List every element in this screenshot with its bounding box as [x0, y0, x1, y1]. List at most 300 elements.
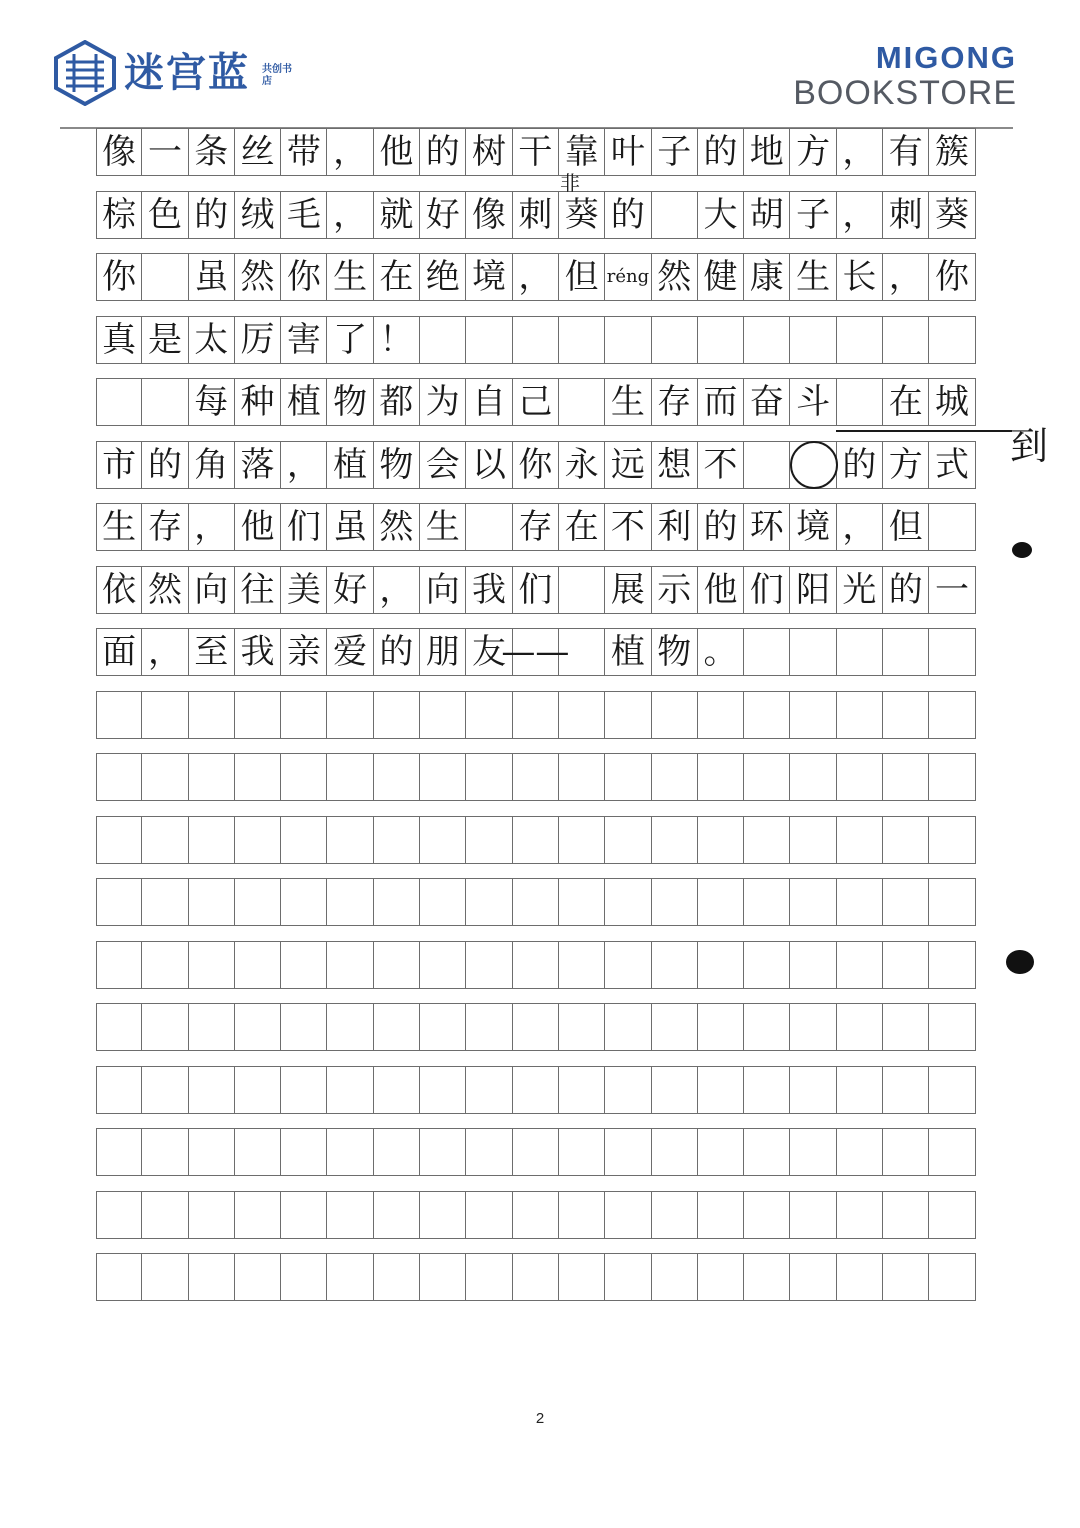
grid-cell: 会: [420, 442, 466, 488]
grid-cell: 境: [790, 504, 836, 550]
grid-cell: 一: [929, 567, 975, 613]
grid-row: [96, 691, 976, 739]
grid-cell: [327, 1004, 373, 1050]
grid-cell: 丝: [235, 129, 281, 175]
grid-cell: 地: [744, 129, 790, 175]
grid-cell: [96, 1192, 142, 1238]
grid-row: [96, 1253, 976, 1301]
grid-cell: 在: [559, 504, 605, 550]
grid-cell: [189, 692, 235, 738]
grid-cell: 你: [513, 442, 559, 488]
grid-cell: [559, 817, 605, 863]
grid-cell: [744, 692, 790, 738]
grid-cell: 绒: [235, 192, 281, 238]
grid-cell: [605, 754, 651, 800]
grid-cell: [698, 1004, 744, 1050]
grid-cell: [698, 942, 744, 988]
grid-row: [96, 628, 976, 676]
correction-note-dao: 到: [1010, 424, 1049, 468]
grid-cell: [235, 817, 281, 863]
grid-cell: [790, 942, 836, 988]
grid-cell: [883, 1004, 929, 1050]
grid-cell: [744, 754, 790, 800]
grid-cell: [929, 1129, 975, 1175]
grid-cell: 不: [605, 504, 651, 550]
grid-cell: [96, 754, 142, 800]
grid-cell: 虽: [189, 254, 235, 300]
grid-cell: 示: [652, 567, 698, 613]
grid-cell: [142, 1067, 188, 1113]
grid-cell: [420, 317, 466, 363]
grid-cell: [466, 817, 512, 863]
grid-cell: 生: [96, 504, 142, 550]
grid-cell: [698, 754, 744, 800]
grid-cell: 健: [698, 254, 744, 300]
grid-cell: [374, 817, 420, 863]
grid-cell: 毛: [281, 192, 327, 238]
grid-cell: [837, 629, 883, 675]
grid-cell: [374, 1192, 420, 1238]
grid-cell: [513, 1192, 559, 1238]
grid-cell: [466, 1129, 512, 1175]
grid-cell: [883, 879, 929, 925]
grid-cell: 们: [744, 567, 790, 613]
grid-cell: [883, 692, 929, 738]
grid-cell: [96, 379, 142, 425]
grid-cell: 像: [466, 192, 512, 238]
grid-cell: [420, 754, 466, 800]
grid-cell: 境: [466, 254, 512, 300]
grid-cell: 然: [374, 504, 420, 550]
grid-cell: [327, 1192, 373, 1238]
grid-cell: [837, 692, 883, 738]
grid-cell: 厉: [235, 317, 281, 363]
grid-cell: 市: [96, 442, 142, 488]
grid-cell: [559, 692, 605, 738]
grid-cell: [466, 1004, 512, 1050]
grid-cell: [790, 629, 836, 675]
grid-cell: [420, 879, 466, 925]
grid-cell: [420, 1192, 466, 1238]
grid-cell: 们: [281, 504, 327, 550]
grid-cell: 以: [466, 442, 512, 488]
grid-cell: ，: [837, 504, 883, 550]
grid-cell: [698, 317, 744, 363]
grid-cell: 的: [698, 129, 744, 175]
grid-cell: 而: [698, 379, 744, 425]
grid-cell: 向: [420, 567, 466, 613]
grid-cell: 角: [189, 442, 235, 488]
grid-cell: 自: [466, 379, 512, 425]
grid-cell: [744, 1129, 790, 1175]
grid-cell: [327, 1254, 373, 1300]
grid-cell: [466, 692, 512, 738]
grid-cell: 的: [189, 192, 235, 238]
grid-cell: [837, 942, 883, 988]
grid-cell: [513, 1004, 559, 1050]
grid-cell: [605, 1192, 651, 1238]
grid-cell: [189, 754, 235, 800]
grid-cell: [513, 942, 559, 988]
grid-cell: 但: [559, 254, 605, 300]
grid-cell: [281, 1192, 327, 1238]
grid-cell: [698, 1067, 744, 1113]
grid-cell: [559, 1004, 605, 1050]
grid-cell: 有: [883, 129, 929, 175]
grid-cell: 爱: [327, 629, 373, 675]
grid-cell: [605, 317, 651, 363]
grid-row: [96, 941, 976, 989]
grid-cell: [374, 692, 420, 738]
grid-cell: 植: [281, 379, 327, 425]
grid-cell: [420, 1004, 466, 1050]
grid-cell: [513, 692, 559, 738]
grid-cell: 在: [883, 379, 929, 425]
grid-cell: [281, 1129, 327, 1175]
grid-cell: 色: [142, 192, 188, 238]
grid-cell: [929, 1004, 975, 1050]
correction-circle: [790, 441, 838, 489]
page-header: [0, 0, 1080, 135]
grid-cell: [837, 754, 883, 800]
grid-cell: [559, 567, 605, 613]
grid-cell: [929, 817, 975, 863]
grid-cell: [374, 1004, 420, 1050]
grid-cell: [837, 317, 883, 363]
grid-cell: 落: [235, 442, 281, 488]
grid-cell: [605, 692, 651, 738]
grid-cell: [883, 1254, 929, 1300]
grid-cell: [189, 942, 235, 988]
grid-cell: [605, 1004, 651, 1050]
logo-chinese-name: 迷宫蓝: [124, 50, 250, 96]
grid-cell: [513, 317, 559, 363]
grid-row: [96, 503, 976, 551]
grid-cell: 了: [327, 317, 373, 363]
grid-cell: [189, 1004, 235, 1050]
grid-cell: 。: [698, 629, 744, 675]
grid-cell: [420, 692, 466, 738]
grid-cell: 往: [235, 567, 281, 613]
grid-cell: 害: [281, 317, 327, 363]
grid-cell: [420, 817, 466, 863]
grid-cell: 绝: [420, 254, 466, 300]
grid-cell: 展: [605, 567, 651, 613]
grid-row: [96, 1128, 976, 1176]
grid-cell: [837, 1254, 883, 1300]
grid-cell: [929, 1192, 975, 1238]
grid-cell: 不: [698, 442, 744, 488]
grid-cell: ！: [374, 317, 420, 363]
grid-cell: [929, 942, 975, 988]
grid-cell: [929, 754, 975, 800]
grid-cell: [652, 692, 698, 738]
grid-cell: [929, 879, 975, 925]
grid-cell: [790, 692, 836, 738]
grid-cell: [96, 1067, 142, 1113]
grid-row: [96, 566, 976, 614]
grid-cell: 刺: [513, 192, 559, 238]
grid-cell: 然: [235, 254, 281, 300]
grid-cell: [235, 1004, 281, 1050]
grid-cell: 在: [374, 254, 420, 300]
grid-cell: [96, 1254, 142, 1300]
grid-cell: [837, 879, 883, 925]
grid-cell: 他: [374, 129, 420, 175]
grid-cell: [559, 317, 605, 363]
grid-cell: 存: [652, 379, 698, 425]
grid-cell: 面: [96, 629, 142, 675]
grid-cell: [235, 1254, 281, 1300]
grid-cell: [142, 692, 188, 738]
grid-cell: [420, 942, 466, 988]
grid-cell: 条: [189, 129, 235, 175]
grid-cell: [883, 1192, 929, 1238]
grid-cell: [235, 692, 281, 738]
grid-cell: [559, 1192, 605, 1238]
grid-cell: 物: [327, 379, 373, 425]
grid-cell: [281, 1254, 327, 1300]
grid-cell: [420, 1067, 466, 1113]
grid-cell: [513, 879, 559, 925]
grid-cell: 植: [327, 442, 373, 488]
grid-cell: [790, 817, 836, 863]
grid-cell: [837, 1004, 883, 1050]
grid-row: [96, 1191, 976, 1239]
grid-cell: [744, 1004, 790, 1050]
grid-cell: [744, 629, 790, 675]
grid-cell: [790, 1192, 836, 1238]
grid-cell: [142, 254, 188, 300]
grid-cell: 的: [142, 442, 188, 488]
grid-cell: ，: [142, 629, 188, 675]
grid-cell: 都: [374, 379, 420, 425]
grid-cell: [235, 879, 281, 925]
grid-cell: 永: [559, 442, 605, 488]
grid-row: [96, 378, 976, 426]
grid-cell: [96, 879, 142, 925]
migong-logo-icon: [54, 40, 116, 106]
grid-cell: 康: [744, 254, 790, 300]
grid-cell: 想: [652, 442, 698, 488]
grid-cell: 像: [96, 129, 142, 175]
grid-cell: [327, 1067, 373, 1113]
grid-cell: [96, 1129, 142, 1175]
grid-cell: 你: [281, 254, 327, 300]
grid-cell: 我: [466, 567, 512, 613]
grid-cell: 带: [281, 129, 327, 175]
grid-cell: 就: [374, 192, 420, 238]
grid-cell: 干: [513, 129, 559, 175]
grid-cell: [790, 879, 836, 925]
grid-cell: [466, 1192, 512, 1238]
grid-cell: réng: [605, 254, 651, 300]
grid-cell: 然: [142, 567, 188, 613]
grid-cell: [96, 692, 142, 738]
grid-cell: [837, 1067, 883, 1113]
grid-cell: [374, 879, 420, 925]
grid-cell: 城: [929, 379, 975, 425]
grid-cell: [744, 1192, 790, 1238]
grid-cell: [281, 1067, 327, 1113]
grid-cell: 环: [744, 504, 790, 550]
grid-cell: 存: [513, 504, 559, 550]
grid-cell: [142, 1004, 188, 1050]
grid-cell: [605, 879, 651, 925]
grid-cell: [790, 1129, 836, 1175]
grid-cell: 存: [142, 504, 188, 550]
brand-name-top: MIGONG: [875, 40, 1017, 75]
grid-cell: 好: [420, 192, 466, 238]
grid-cell: [281, 817, 327, 863]
grid-cell: [559, 1129, 605, 1175]
grid-cell: [281, 692, 327, 738]
grid-cell: [466, 1254, 512, 1300]
grid-cell: [374, 942, 420, 988]
grid-cell: 子: [652, 129, 698, 175]
grid-cell: [559, 1254, 605, 1300]
grid-cell: [281, 754, 327, 800]
grid-cell: [96, 1004, 142, 1050]
grid-row: [96, 316, 976, 364]
grid-cell: 你: [929, 254, 975, 300]
grid-cell: 虽: [327, 504, 373, 550]
grid-cell: 式: [929, 442, 975, 488]
grid-cell: [744, 317, 790, 363]
grid-cell: [559, 754, 605, 800]
grid-cell: 的: [883, 567, 929, 613]
grid-cell: [96, 817, 142, 863]
grid-cell: [142, 1129, 188, 1175]
grid-cell: 们: [513, 567, 559, 613]
grid-row: [96, 128, 976, 176]
grid-cell: [652, 879, 698, 925]
grid-cell: 物: [374, 442, 420, 488]
grid-cell: 利: [652, 504, 698, 550]
grid-cell: 朋: [420, 629, 466, 675]
grid-cell: [189, 879, 235, 925]
grid-cell: 的: [374, 629, 420, 675]
grid-cell: [883, 629, 929, 675]
grid-cell: [189, 1129, 235, 1175]
grid-cell: [744, 1254, 790, 1300]
grid-cell: ，: [189, 504, 235, 550]
grid-cell: ，: [837, 129, 883, 175]
grid-cell: 胡: [744, 192, 790, 238]
grid-cell: [420, 1129, 466, 1175]
grid-cell: [466, 504, 512, 550]
grid-row: [96, 878, 976, 926]
grid-cell: [652, 1004, 698, 1050]
grid-cell: [652, 1067, 698, 1113]
grid-cell: 树: [466, 129, 512, 175]
grid-cell: 叶: [605, 129, 651, 175]
grid-cell: [605, 817, 651, 863]
grid-cell: 依: [96, 567, 142, 613]
grid-cell: [189, 817, 235, 863]
grid-cell: [929, 629, 975, 675]
grid-cell: [142, 754, 188, 800]
grid-cell: 生: [605, 379, 651, 425]
grid-cell: 太: [189, 317, 235, 363]
grid-cell: [652, 192, 698, 238]
grid-cell: 己: [513, 379, 559, 425]
grid-cell: [929, 1067, 975, 1113]
grid-cell: [744, 1067, 790, 1113]
grid-cell: [605, 1067, 651, 1113]
grid-cell: 种: [235, 379, 281, 425]
grid-cell: 向: [189, 567, 235, 613]
grid-cell: [513, 1067, 559, 1113]
grid-cell: [189, 1192, 235, 1238]
grid-cell: 植: [605, 629, 651, 675]
grid-cell: 簇: [929, 129, 975, 175]
grid-cell: [698, 1129, 744, 1175]
grid-cell: 远: [605, 442, 651, 488]
grid-cell: [790, 754, 836, 800]
grid-cell: [652, 317, 698, 363]
page-number: 2: [535, 1410, 545, 1427]
grid-cell: [929, 317, 975, 363]
correction-note-kao: 非: [560, 171, 580, 195]
ink-blot: [1012, 542, 1032, 558]
grid-cell: [698, 879, 744, 925]
grid-cell: [281, 879, 327, 925]
grid-cell: [790, 317, 836, 363]
grid-cell: [513, 817, 559, 863]
grid-cell: [142, 879, 188, 925]
brand-name-bottom: BOOKSTORE: [793, 74, 1017, 112]
grid-cell: [327, 879, 373, 925]
grid-cell: 生: [327, 254, 373, 300]
grid-cell: [929, 504, 975, 550]
grid-cell: [466, 942, 512, 988]
grid-cell: [559, 1067, 605, 1113]
grid-row: [96, 816, 976, 864]
grid-cell: 好: [327, 567, 373, 613]
grid-cell: [327, 692, 373, 738]
grid-cell: 葵: [559, 192, 605, 238]
grid-cell: 至: [189, 629, 235, 675]
grid-cell: 的: [837, 442, 883, 488]
grid-cell: [837, 379, 883, 425]
grid-cell: 方: [883, 442, 929, 488]
grid-cell: ，: [327, 192, 373, 238]
grid-cell: [744, 442, 790, 488]
grid-cell: [929, 1254, 975, 1300]
grid-cell: [374, 754, 420, 800]
grid-cell: [559, 629, 605, 675]
grid-cell: [142, 942, 188, 988]
grid-cell: 你: [96, 254, 142, 300]
grid-cell: 他: [235, 504, 281, 550]
grid-cell: [698, 692, 744, 738]
grid-cell: 生: [790, 254, 836, 300]
grid-cell: 物: [652, 629, 698, 675]
grid-cell: [189, 1067, 235, 1113]
grid-cell: [235, 1129, 281, 1175]
grid-cell: [652, 754, 698, 800]
grid-row: [96, 441, 976, 489]
grid-cell: 生: [420, 504, 466, 550]
grid-cell: [374, 1067, 420, 1113]
grid-row: [96, 1066, 976, 1114]
grid-cell: 然: [652, 254, 698, 300]
grid-cell: [837, 817, 883, 863]
grid-cell: [142, 1254, 188, 1300]
grid-cell: [374, 1129, 420, 1175]
grid-row: [96, 1003, 976, 1051]
